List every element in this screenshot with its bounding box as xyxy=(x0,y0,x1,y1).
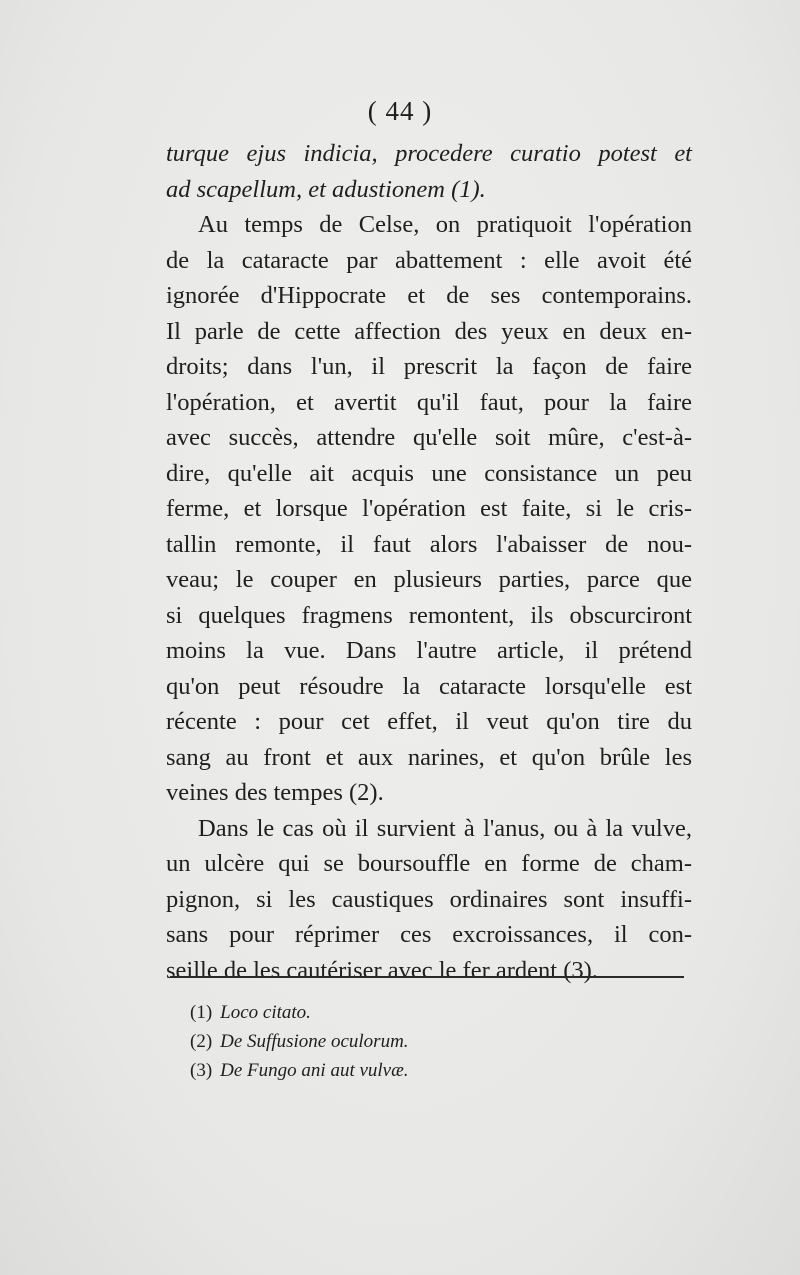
text-line: récente : pour cet effet, il veut qu'on tire du xyxy=(166,708,692,735)
footnote-number: (2) xyxy=(190,1031,213,1052)
page-number: ( 44 ) xyxy=(367,96,433,126)
body-text xyxy=(166,136,692,988)
footnote xyxy=(190,998,590,1027)
text-line: si quelques fragmens remontent, ils obscurciront xyxy=(166,601,692,629)
text-line: Il parle de cette affection des yeux en deux en- xyxy=(166,317,692,345)
footnote xyxy=(190,1027,590,1056)
text-line: ad scapellum, et adustionem (1). xyxy=(166,175,486,203)
footnote-text: De Suffusione oculorum. xyxy=(220,1031,409,1052)
text-line: qu'on peut résoudre la cataracte lorsqu'elle est xyxy=(166,672,692,700)
text-line: veines des tempes (2). xyxy=(166,779,384,806)
footnote-text: De Fungo ani aut vulvæ. xyxy=(220,1060,409,1081)
text-line: droits; dans l'un, il prescrit la façon de faire xyxy=(166,353,692,380)
text-line: avec succès, attendre qu'elle soit mûre, c'est-à- xyxy=(166,424,692,451)
text-line: un ulcère qui se boursouffle en forme de cham- xyxy=(166,850,692,877)
text-line: moins la vue. Dans l'autre article, il prétend xyxy=(166,637,692,664)
text-line: seille de les cautériser avec le fer ardent (3). xyxy=(166,956,598,984)
text-line: de la cataracte par abattement : elle avoit été xyxy=(166,246,692,274)
footnote xyxy=(190,1056,590,1085)
footnote-rule xyxy=(170,976,684,978)
footnotes xyxy=(190,998,590,1085)
text-line: l'opération, et avertit qu'il faut, pour la faire xyxy=(166,388,692,416)
text-line: turque ejus indicia, procedere curatio potest et xyxy=(166,140,692,167)
footnote-number: (3) xyxy=(190,1060,213,1081)
text-line: veau; le couper en plusieurs parties, parce que xyxy=(166,566,692,593)
text-line: pignon, si les caustiques ordinaires sont insuffi- xyxy=(166,885,692,913)
text-line: ferme, et lorsque l'opération est faite, si le cris- xyxy=(166,495,692,522)
text-line: Au temps de Celse, on pratiquoit l'opération xyxy=(198,211,692,238)
footnote-text: Loco citato. xyxy=(220,1002,311,1023)
text-line: ignorée d'Hippocrate et de ses contemporains. xyxy=(166,282,692,309)
text-line: tallin remonte, il faut alors l'abaisser de nou- xyxy=(166,530,692,558)
text-line: sang au front et aux narines, et qu'on brûle les xyxy=(166,743,692,771)
text-line: Dans le cas où il survient à l'anus, ou à la vulve, xyxy=(198,814,692,842)
text-line: dire, qu'elle ait acquis une consistance un peu xyxy=(166,459,692,487)
text-line: sans pour réprimer ces excroissances, il con- xyxy=(166,921,692,948)
footnote-number: (1) xyxy=(190,1002,213,1023)
